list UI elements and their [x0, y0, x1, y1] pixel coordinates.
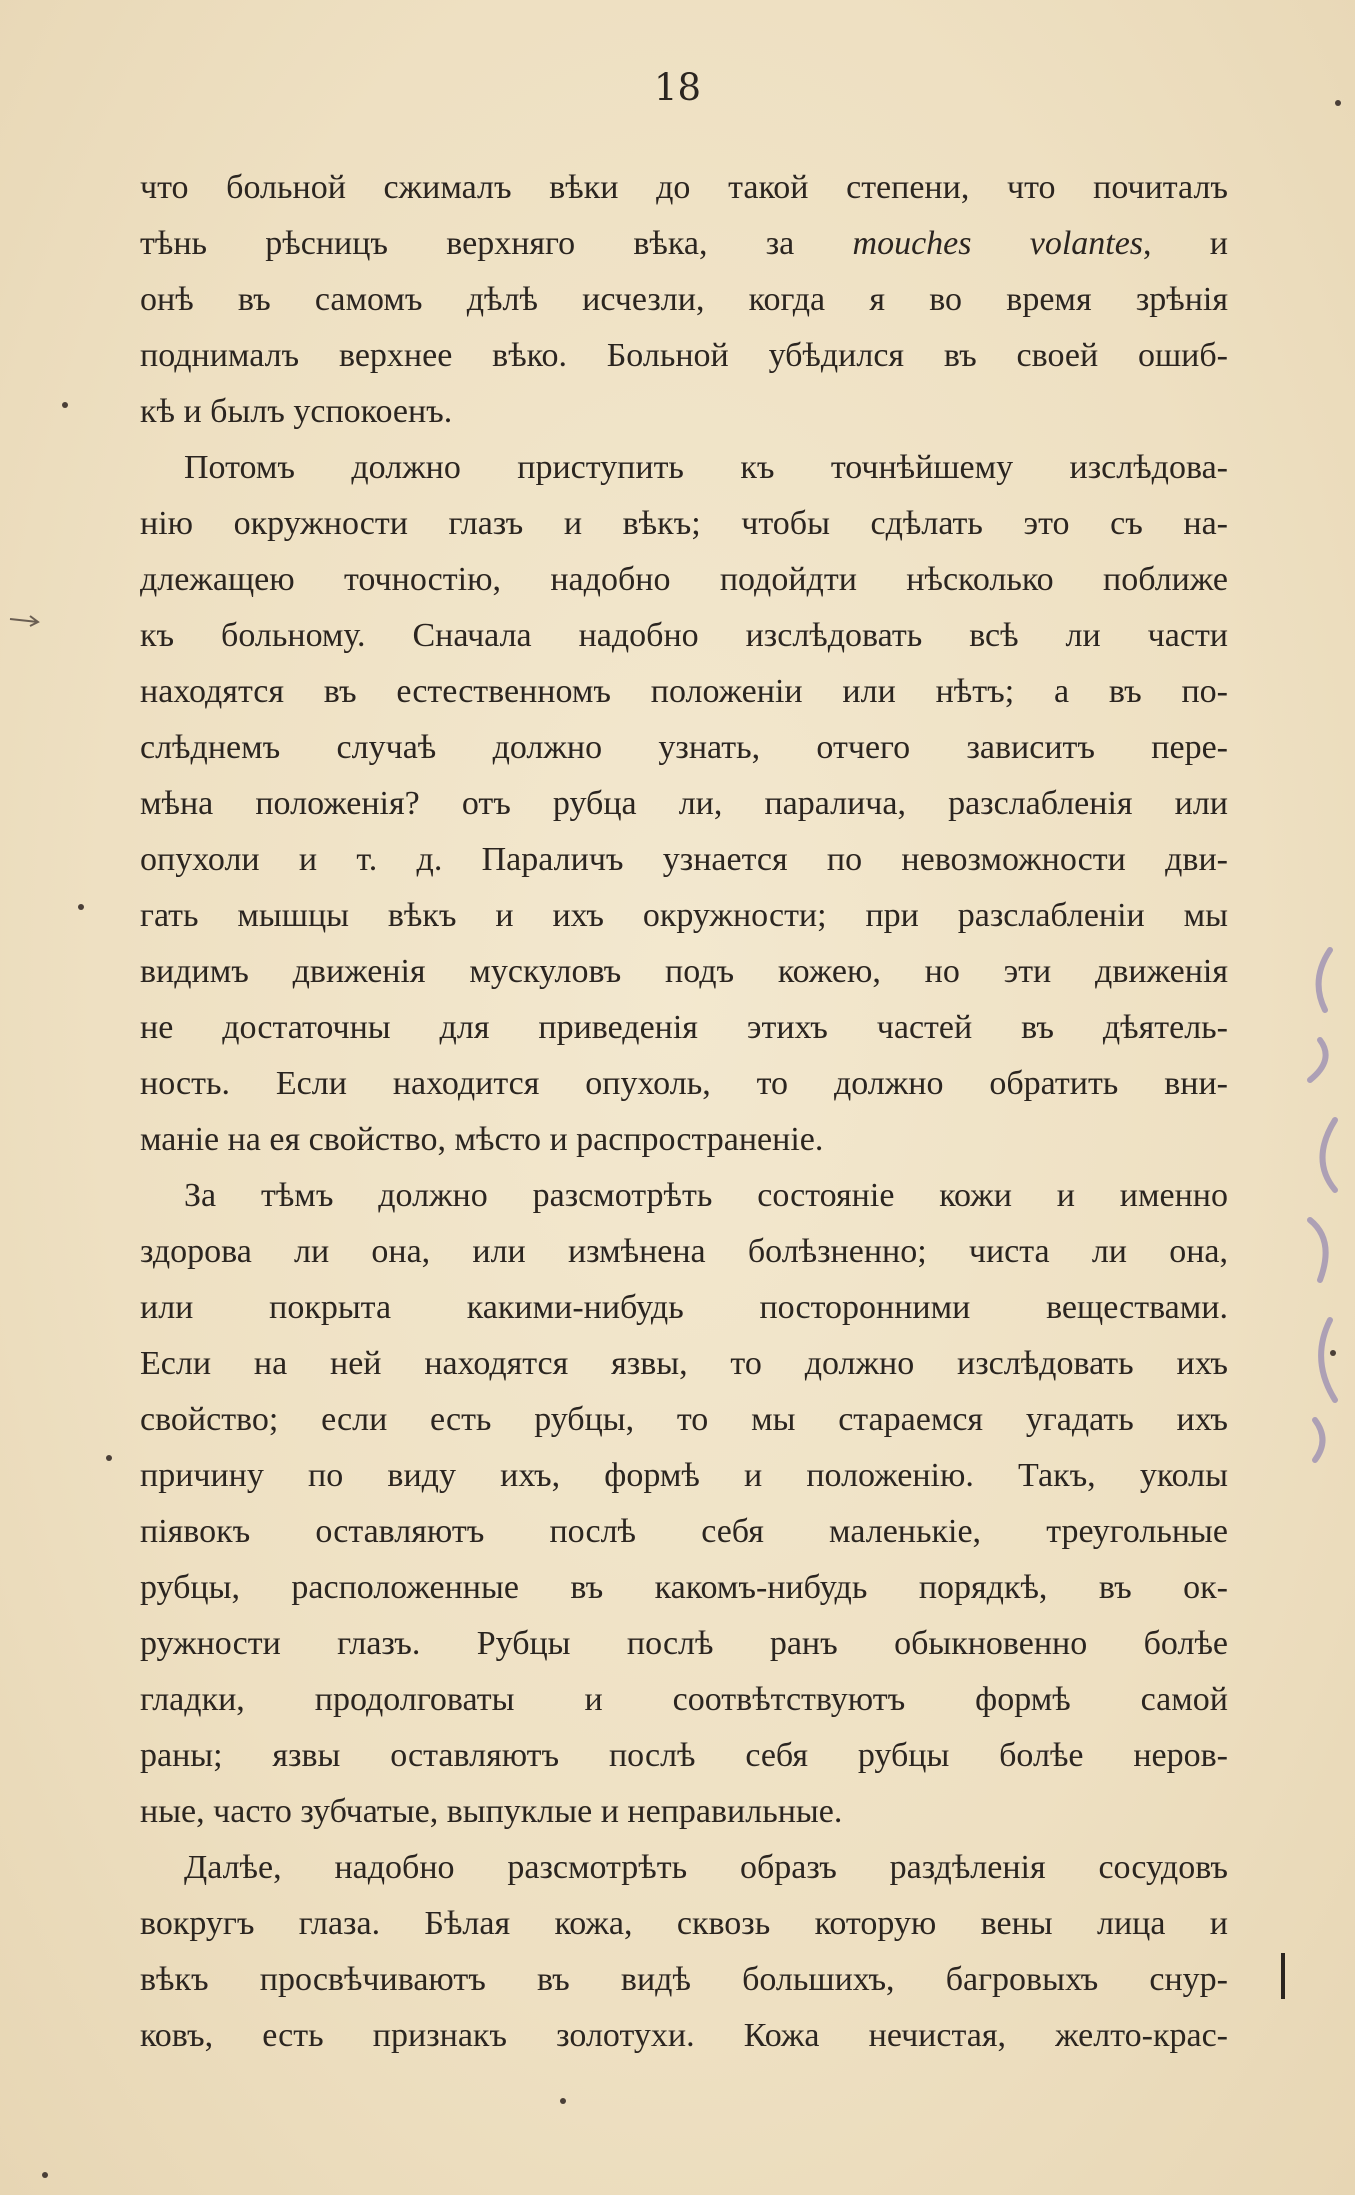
text-line: длежащею точностію, надобно подойдти нѣсколько поближе: [140, 561, 1228, 598]
text-line: онѣ въ самомъ дѣлѣ исчезли, когда я во время зрѣнія: [140, 281, 1228, 318]
speck-icon: [42, 2172, 48, 2178]
body-text: [140, 160, 1228, 2064]
text-line: не достаточны для приведенія этихъ частей въ дѣятель-: [140, 1009, 1228, 1046]
page-number: 18: [653, 66, 702, 109]
text-line: ность. Если находится опухоль, то должно обратить вни-: [140, 1065, 1228, 1102]
text-line: За тѣмъ должно разсмотрѣть состояніе кожи и именно: [184, 1177, 1228, 1214]
margin-rule-icon: [1281, 1953, 1285, 1999]
text-line: тѣнь рѣсницъ верхняго вѣка, за mouches volantes, и: [140, 225, 1228, 262]
text-line: гладки, продолговаты и соотвѣтствуютъ формѣ самой: [140, 1681, 1228, 1718]
text-line: піявокъ оставляютъ послѣ себя маленькіе, треугольные: [140, 1513, 1228, 1550]
text-line: здорова ли она, или измѣнена болѣзненно; чиста ли она,: [140, 1233, 1228, 1270]
text-line: опухоли и т. д. Параличъ узнается по невозможности дви-: [140, 841, 1228, 878]
text-line: свойство; если есть рубцы, то мы стараемся угадать ихъ: [140, 1401, 1228, 1438]
text-line: Потомъ должно приступить къ точнѣйшему изслѣдова-: [184, 449, 1228, 486]
text-line: къ больному. Сначала надобно изслѣдовать всѣ ли части: [140, 617, 1228, 654]
text-line: или покрыта какими-нибудь посторонними веществами.: [140, 1289, 1228, 1326]
text-line: кѣ и былъ успокоенъ.: [140, 393, 453, 430]
margin-stamp-icon: [1290, 920, 1350, 1480]
text-line: раны; язвы оставляютъ послѣ себя рубцы болѣе неров-: [140, 1737, 1228, 1774]
text-line: вокругъ глаза. Бѣлая кожа, сквозь которую вены лица и: [140, 1905, 1228, 1942]
text-line: поднималъ верхнее вѣко. Больной убѣдился въ своей ошиб-: [140, 337, 1228, 374]
text-line: нію окружности глазъ и вѣкъ; чтобы сдѣлать это съ на-: [140, 505, 1228, 542]
text-line: причину по виду ихъ, формѣ и положенію. Такъ, уколы: [140, 1457, 1228, 1494]
text-line: слѣднемъ случаѣ должно узнать, отчего зависитъ пере-: [140, 729, 1228, 766]
text-line: гать мышцы вѣкъ и ихъ окружности; при разслабленіи мы: [140, 897, 1228, 934]
text-line: ные, часто зубчатые, выпуклые и неправильные.: [140, 1793, 843, 1830]
text-line: ковъ, есть признакъ золотухи. Кожа нечистая, желто-крас-: [140, 2017, 1228, 2054]
italic-phrase: mouches volantes: [852, 225, 1144, 262]
speck-icon: [62, 402, 68, 408]
text-line: что больной сжималъ вѣки до такой степени, что почиталъ: [140, 169, 1228, 206]
text-line: мѣна положенія? отъ рубца ли, паралича, разслабленія или: [140, 785, 1228, 822]
text-line: рубцы, расположенные въ какомъ-нибудь порядкѣ, въ ок-: [140, 1569, 1228, 1606]
pencil-arrow-icon: [8, 610, 42, 628]
text-line: ружности глазъ. Рубцы послѣ ранъ обыкновенно болѣе: [140, 1625, 1228, 1662]
text-line: находятся въ естественномъ положеніи или нѣтъ; а въ по-: [140, 673, 1228, 710]
speck-icon: [106, 1455, 112, 1461]
speck-icon: [78, 904, 84, 910]
speck-icon: [560, 2098, 566, 2104]
text-line: Если на ней находятся язвы, то должно изслѣдовать ихъ: [140, 1345, 1228, 1382]
text-line: вѣкъ просвѣчиваютъ въ видѣ большихъ, багровыхъ снур-: [140, 1961, 1228, 1998]
speck-icon: [1335, 100, 1341, 106]
text-line: маніе на ея свойство, мѣсто и распространеніе.: [140, 1121, 824, 1158]
text-line: Далѣе, надобно разсмотрѣть образъ раздѣленія сосудовъ: [184, 1849, 1228, 1886]
speck-icon: [1330, 1350, 1336, 1356]
text-line: видимъ движенія мускуловъ подъ кожею, но эти движенія: [140, 953, 1228, 990]
